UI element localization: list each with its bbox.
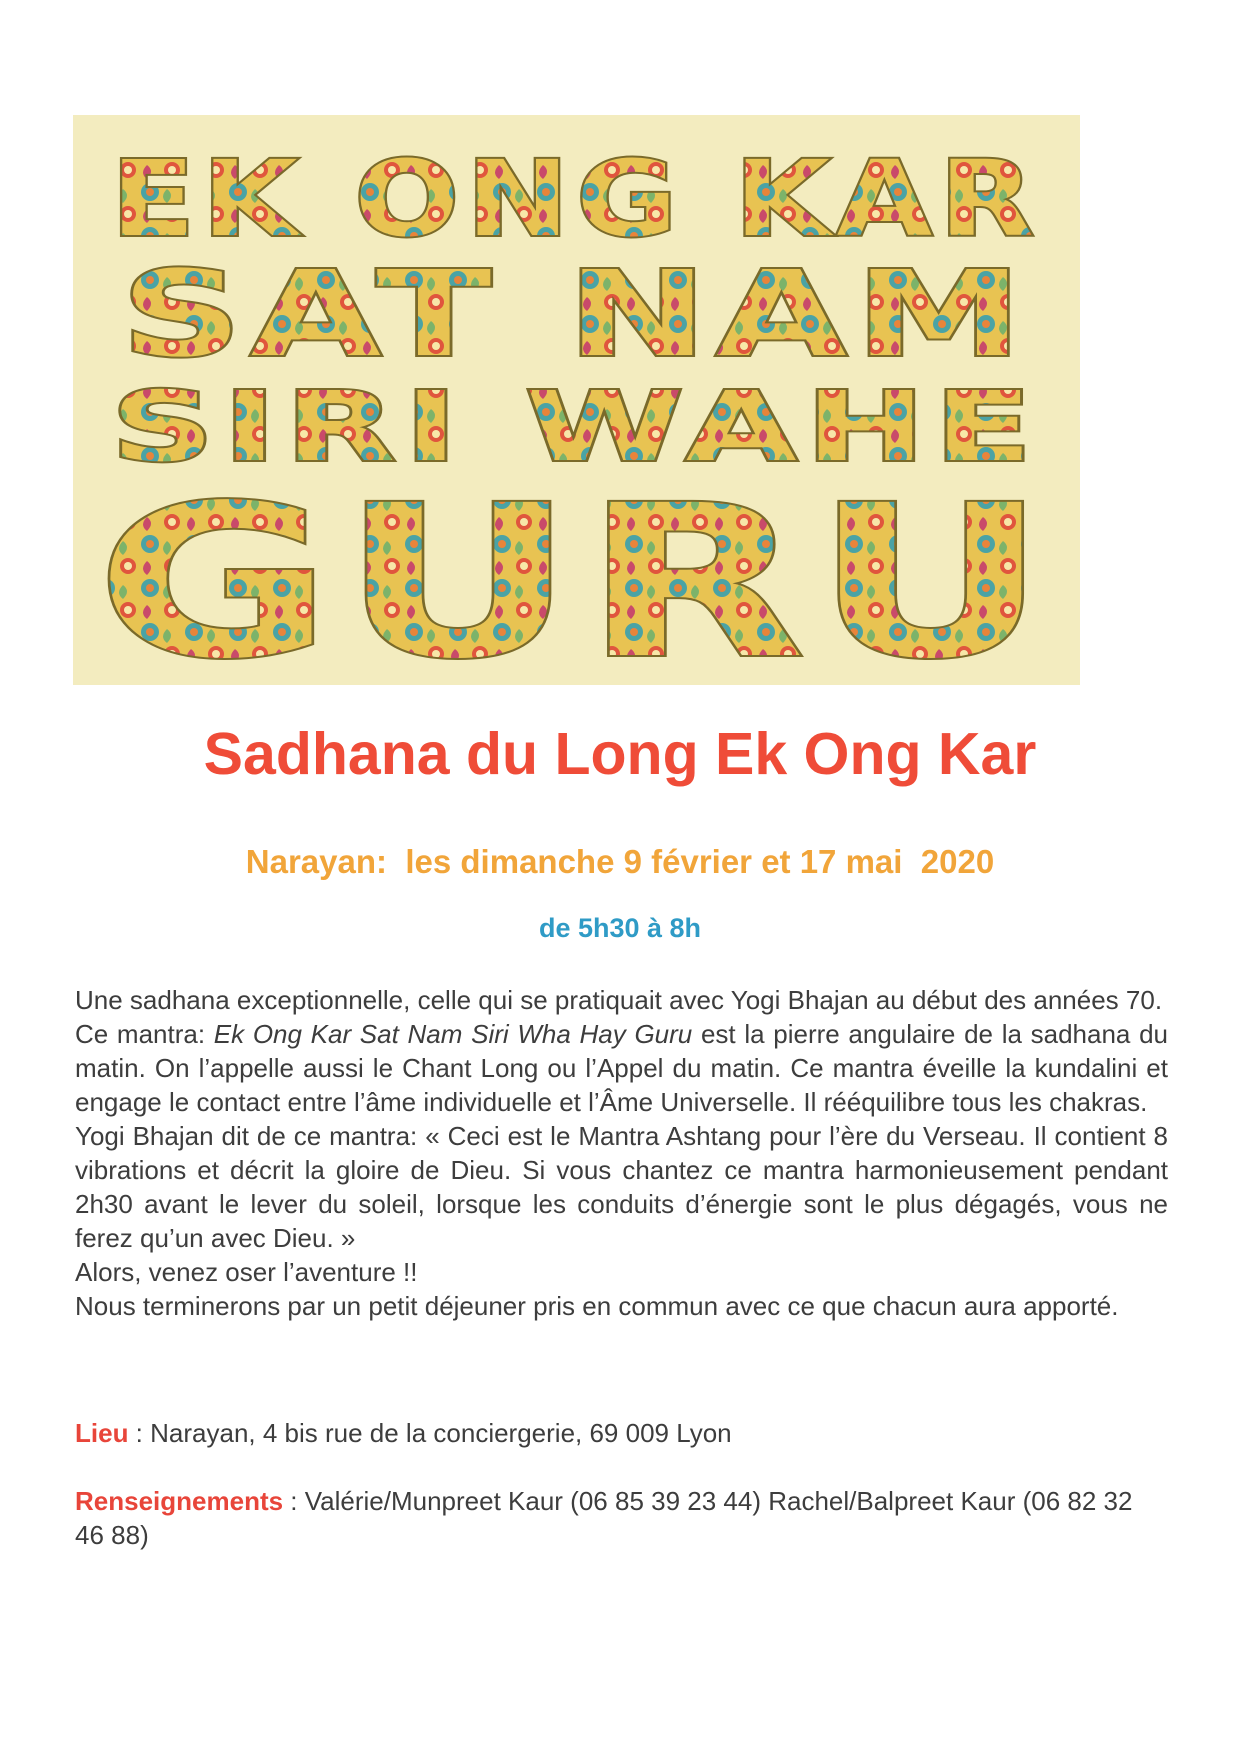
mantra-text: Ek Ong Kar Sat Nam Siri Wha Hay Guru (213, 1019, 693, 1049)
mantra-intro: Ce mantra: (75, 1019, 214, 1049)
mantra-banner-image (73, 115, 1080, 685)
description (75, 983, 1168, 1323)
description-paragraph: Yogi Bhajan dit de ce mantra: « Ceci est le Mantra Ashtang pour l’ère du Verseau. Il contient 8 vibrations et décrit la gloire de Dieu. Si vous chantez ce mantra harmonieusement pendant 2h30 avant le lever du soleil, lorsque les conduits d’énergie sont le plus dégagés, vous ne ferez qu’un avec Dieu. » (75, 1121, 1168, 1253)
description-paragraph: Alors, venez oser l’aventure !! (75, 1257, 418, 1287)
contact-info (75, 1484, 1168, 1552)
location-label: Lieu (75, 1418, 129, 1448)
location-separator: : (128, 1418, 151, 1448)
event-time: de 5h30 à 8h (538, 913, 702, 943)
contact-details: Valérie/Munpreet Kaur (06 85 39 23 44) Rachel/Balpreet Kaur (06 82 32 46 88) (75, 1486, 1133, 1550)
page-title: Sadhana du Long Ek Ong Kar (203, 721, 1037, 787)
banner-line-1: EK ONG KAR (111, 138, 1041, 260)
location-info (75, 1416, 1168, 1450)
contact-label: Renseignements (75, 1486, 284, 1516)
mantra-banner-art (73, 115, 1080, 685)
banner-line-4: GURU (96, 460, 1056, 685)
banner-line-2: SAT NAM (121, 245, 1031, 383)
contact-separator: : (283, 1486, 305, 1516)
banner-line-3: SIRI WAHE (111, 371, 1041, 483)
description-paragraph: Nous terminerons par un petit déjeuner pris en commun avec ce que chacun aura apporté. (75, 1291, 1119, 1321)
location-address: Narayan, 4 bis rue de la conciergerie, 69 009 Lyon (150, 1418, 732, 1448)
mantra-description: est la pierre angulaire de la sadhana du matin. On l’appelle aussi le Chant Long ou l’Appel du matin. Ce mantra éveille la kundalini et engage le contact entre l’âme individuelle et l’Âme Universelle. Il rééquilibre tous les chakras. (75, 1019, 1168, 1117)
description-paragraph: Une sadhana exceptionnelle, celle qui se pratiquait avec Yogi Bhajan au début des années 70. (75, 985, 1163, 1015)
description-paragraph (75, 1017, 1168, 1119)
event-dates: Narayan: les dimanche 9 février et 17 mai 2020 (245, 843, 995, 880)
